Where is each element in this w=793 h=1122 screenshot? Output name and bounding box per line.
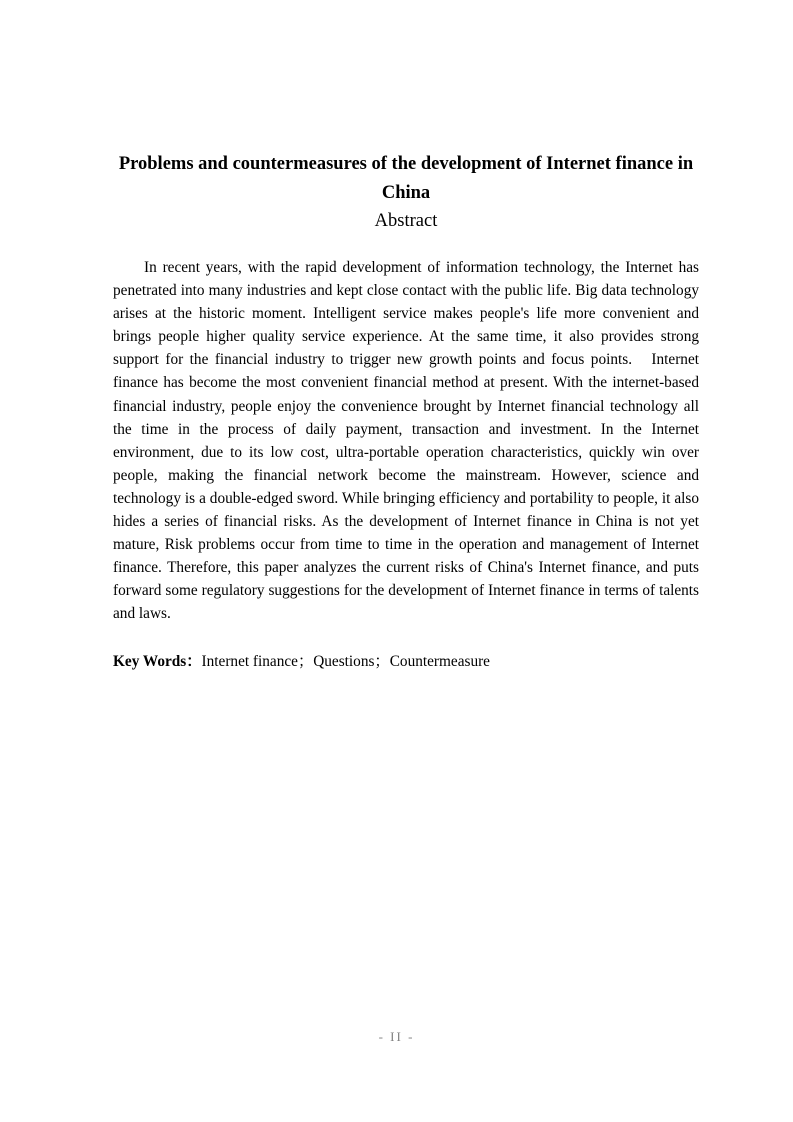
abstract-heading: Abstract [374, 211, 438, 231]
page-number: - II - [378, 1029, 415, 1044]
keywords-text: Internet finance；Questions；Countermeasure [201, 653, 490, 670]
paper-title: Problems and countermeasures of the development of Internet finance in China [118, 154, 694, 203]
keywords-label: Key Words： [113, 653, 202, 670]
keywords-line [113, 650, 699, 673]
abstract-paragraph: In recent years, with the rapid development of information technology, the Internet has penetrated into many industries and kept close contact with the public life. Big data technology arises at the historic moment. Intelligent service makes people's life more convenient and brings people higher quality service experience. At the same time, it also provides strong support for the financial industry to trigger new growth points and focus points. Internet finance has become the most convenient financial method at present. With the internet-based financial industry, people enjoy the convenience brought by Internet financial technology all the time in the process of daily payment, transaction and investment. In the Internet environment, due to its low cost, ultra-portable operation characteristics, quickly win over people, making the financial network become the mainstream. However, science and technology is a double-edged sword. While bringing efficiency and portability to people, it also hides a series of financial risks. As the development of Internet finance in China is not yet mature, Risk problems occur from time to time in the operation and management of Internet finance. Therefore, this paper analyzes the current risks of China's Internet finance, and puts forward some regulatory suggestions for the development of Internet finance in terms of talents and laws. [113, 259, 699, 623]
